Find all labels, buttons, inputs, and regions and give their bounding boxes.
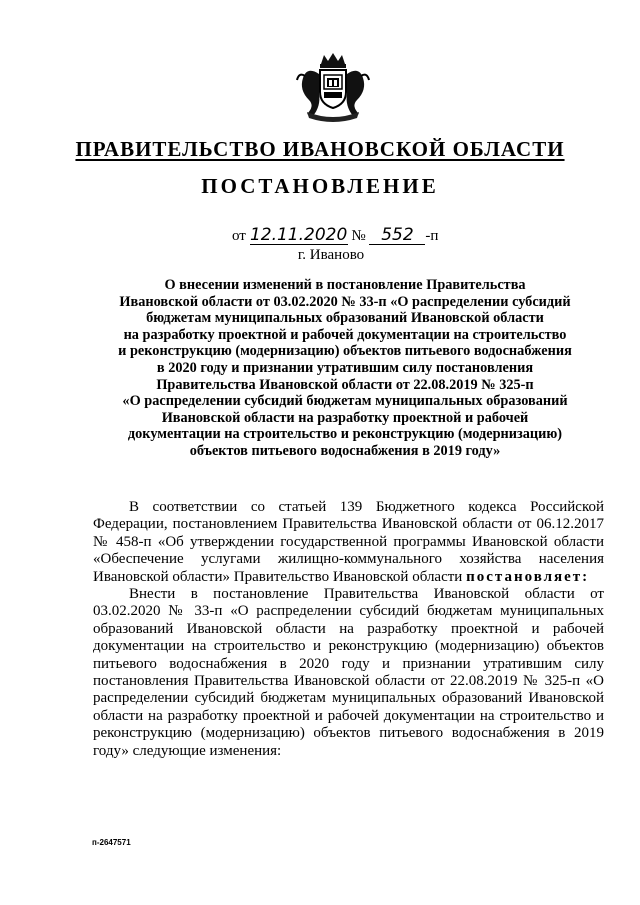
title-line: объектов питьевого водоснабжения в 2019 году» <box>189 442 501 459</box>
title-line: Ивановской области от 03.02.2020 № 33-п «О распределении субсидий <box>119 293 571 310</box>
number-suffix: -п <box>425 228 439 244</box>
date-number-line <box>232 226 438 245</box>
title-line: О внесении изменений в постановление Правительства <box>164 277 526 293</box>
coat-of-arms-icon <box>293 50 373 122</box>
title-line: Правительства Ивановской области от 22.08.2019 № 325-п <box>156 376 534 393</box>
resolves-word: постановляет: <box>466 568 590 585</box>
handwritten-date: 12.11.2020 <box>249 225 348 245</box>
document-type: ПОСТАНОВЛЕНИЕ <box>201 174 439 198</box>
city: г. Иваново <box>297 247 365 263</box>
handwritten-number: 552 <box>369 226 425 245</box>
title-line: на разработку проектной и рабочей документации на строительство <box>123 326 567 343</box>
document-code: п-2647571 <box>92 838 131 847</box>
document-body <box>93 499 604 760</box>
title-line: и реконструкцию (модернизацию) объектов питьевого водоснабжения <box>118 343 572 360</box>
from-label: от <box>232 228 246 244</box>
title-line: в 2020 году и признании утратившим силу постановления <box>156 359 534 376</box>
number-label: № <box>351 228 366 244</box>
resolution-paragraph: Внести в постановление Правительства Ивановской области от 03.02.2020 № 33-п «О распределении субсидий бюджетам муниципальных образований Ивановской области на разработку проектной и рабочей документации на строительство и реконструкцию (модернизацию) объектов питьевого водоснабжения в 2020 году и признании утратившим силу постановления Правительства Ивановской области от 22.08.2019 № 325-п «О распределении субсидий бюджетам муниципальных образований Ивановской области на разработку проектной и рабочей документации на строительство и реконструкцию (модернизацию) объектов питьевого водоснабжения в 2019 году» следующие изменения: <box>93 586 604 759</box>
organization-title: ПРАВИТЕЛЬСТВО ИВАНОВСКОЙ ОБЛАСТИ <box>75 137 565 161</box>
title-line: документации на строительство и реконструкцию (модернизацию) <box>127 426 563 443</box>
title-line: бюджетам муниципальных образований Ивановской области <box>146 310 544 327</box>
title-line: Ивановской области на разработку проектной и рабочей <box>161 409 529 426</box>
title-line: «О распределении субсидий бюджетам муниципальных образований <box>122 393 568 410</box>
preamble-paragraph: В соответствии со статьей 139 Бюджетного кодекса Российской Федерации, постановлением Правительства Ивановской области от 06.12.2017 № 458-п «Об утверждении государственной программы Ивановской области «Обеспечение услугами жилищно-коммунального хозяйства населения Ивановской области» Правительство Ивановской области постановляет: <box>93 499 604 585</box>
document-title <box>90 277 600 460</box>
